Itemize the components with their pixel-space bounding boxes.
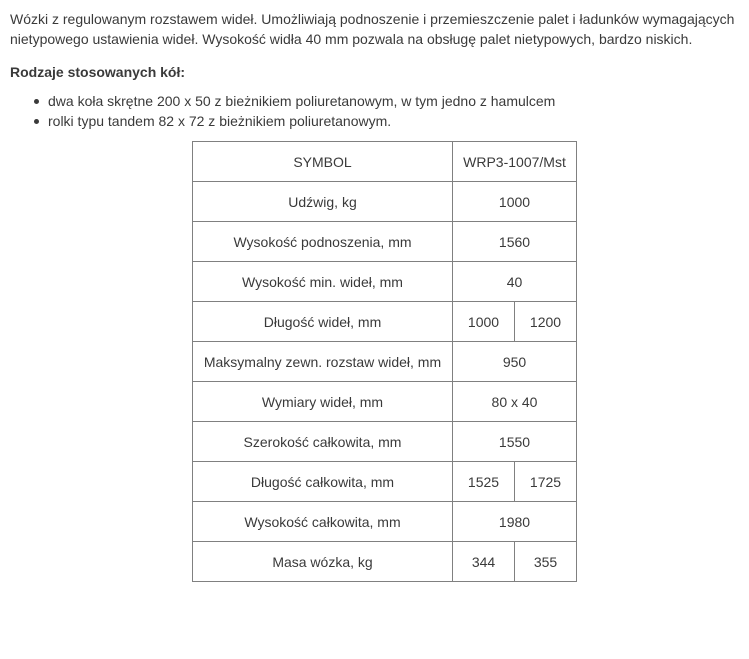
list-item: dwa koła skrętne 200 x 50 z bieżnikiem poliuretanowym, w tym jedno z hamulcem	[48, 93, 556, 109]
row-value: 1725	[515, 462, 577, 502]
table-row	[193, 182, 577, 222]
row-label: Udźwig, kg	[193, 182, 453, 222]
row-value: 1525	[453, 462, 515, 502]
table-row	[193, 422, 577, 462]
row-value: 344	[453, 542, 515, 582]
row-value: 1200	[515, 302, 577, 342]
intro-paragraph: Wózki z regulowanym rozstawem wideł. Umożliwiają podnoszenie i przemieszczenie palet i ładunków wymagających nietypowego ustawienia wideł. Wysokość widła 40 mm pozwala na obsługę palet nietypowych, bardzo niskich.	[10, 11, 735, 47]
list-item: rolki typu tandem 82 x 72 z bieżnikiem poliuretanowym.	[48, 111, 555, 131]
row-label: Wysokość podnoszenia, mm	[193, 222, 453, 262]
row-value: 40	[453, 262, 577, 302]
wheels-heading: Rodzaje stosowanych kół:	[10, 64, 186, 80]
row-value: 1550	[453, 422, 577, 462]
row-label: Masa wózka, kg	[193, 542, 453, 582]
row-value: 1560	[453, 222, 577, 262]
table-row	[193, 142, 577, 182]
row-value: 950	[453, 342, 577, 382]
row-label: Długość całkowita, mm	[193, 462, 453, 502]
table-row	[193, 462, 577, 502]
table-row	[193, 262, 577, 302]
table-row	[193, 342, 577, 382]
row-label: Szerokość całkowita, mm	[193, 422, 453, 462]
row-label: Długość wideł, mm	[193, 302, 453, 342]
table-row	[193, 382, 577, 422]
row-value: 80 x 40	[453, 382, 577, 422]
row-value: 1000	[453, 182, 577, 222]
row-label: Wymiary wideł, mm	[193, 382, 453, 422]
row-value: 1000	[453, 302, 515, 342]
table-row	[193, 502, 577, 542]
table-row	[193, 222, 577, 262]
row-label: SYMBOL	[193, 142, 453, 182]
row-label: Wysokość całkowita, mm	[193, 502, 453, 542]
spec-table	[192, 141, 577, 582]
row-value: 355	[515, 542, 577, 582]
row-label: Maksymalny zewn. rozstaw wideł, mm	[193, 342, 453, 382]
wheels-list	[10, 91, 555, 131]
table-row	[193, 542, 577, 582]
row-value: WRP3-1007/Mst	[453, 142, 577, 182]
row-label: Wysokość min. wideł, mm	[193, 262, 453, 302]
table-row	[193, 302, 577, 342]
row-value: 1980	[453, 502, 577, 542]
